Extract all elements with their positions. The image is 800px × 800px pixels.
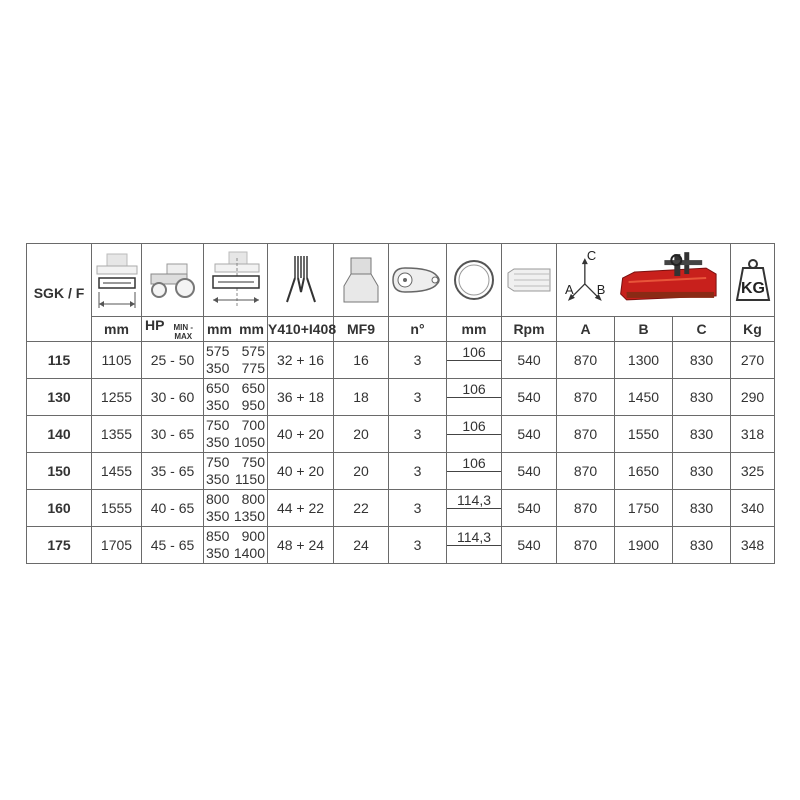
width-cell: 1705 — [92, 527, 142, 564]
belts-cell: 3 — [389, 342, 447, 379]
unit-mf: MF9 — [334, 317, 389, 342]
tractor-icon — [142, 244, 204, 317]
hp-cell: 35 - 65 — [142, 453, 204, 490]
belt-drive-icon — [389, 244, 447, 317]
size-value: 700 — [241, 417, 265, 433]
unit-hp-label: HP — [145, 317, 165, 333]
hp-cell: 40 - 65 — [142, 490, 204, 527]
weight-label: KG — [740, 280, 765, 297]
size-value: 1150 — [234, 471, 265, 487]
kg-cell: 318 — [731, 416, 775, 453]
rpm-cell: 540 — [502, 416, 557, 453]
unit-size-right: mm — [239, 321, 264, 337]
kg-cell: 340 — [731, 490, 775, 527]
working-width-icon — [92, 244, 142, 317]
table-row — [27, 379, 775, 416]
kg-cell: 348 — [731, 527, 775, 564]
pulley-ring-icon — [447, 244, 502, 317]
size-value: 650 — [206, 380, 230, 396]
kg-cell: 325 — [731, 453, 775, 490]
blades-cell: 32 + 16 — [268, 342, 334, 379]
size-value: 750 — [206, 454, 230, 470]
unit-b: B — [615, 317, 673, 342]
size-value: 350 — [206, 360, 230, 376]
unit-width: mm — [92, 317, 142, 342]
size-value: 575 — [241, 343, 265, 359]
unit-a: A — [557, 317, 615, 342]
model-cell: 115 — [27, 342, 92, 379]
mf-cell: 20 — [334, 453, 389, 490]
table-row — [27, 453, 775, 490]
mf-cell: 24 — [334, 527, 389, 564]
y-blade-icon — [268, 244, 334, 317]
model-cell: 160 — [27, 490, 92, 527]
size-value: 900 — [241, 528, 265, 544]
dim-b-label: B — [596, 281, 606, 297]
unit-belts: n° — [389, 317, 447, 342]
b-cell: 1750 — [615, 490, 673, 527]
weight-icon — [731, 244, 775, 317]
pulley-cell — [447, 416, 502, 453]
width-cell: 1455 — [92, 453, 142, 490]
belts-cell: 3 — [389, 453, 447, 490]
size-value: 950 — [241, 397, 265, 413]
model-cell: 175 — [27, 527, 92, 564]
size-cell — [204, 527, 268, 564]
c-cell: 830 — [673, 416, 731, 453]
size-value: 350 — [206, 471, 230, 487]
data-body — [27, 342, 775, 564]
pulley-cell — [447, 379, 502, 416]
a-cell: 870 — [557, 490, 615, 527]
model-cell: 140 — [27, 416, 92, 453]
pulley-cell — [447, 490, 502, 527]
b-cell: 1650 — [615, 453, 673, 490]
pulley-value: 114,3 — [447, 529, 501, 546]
size-cell — [204, 379, 268, 416]
b-cell: 1300 — [615, 342, 673, 379]
size-value: 350 — [206, 545, 230, 561]
rpm-cell: 540 — [502, 490, 557, 527]
blades-cell: 40 + 20 — [268, 453, 334, 490]
hp-cell: 30 - 65 — [142, 416, 204, 453]
table-row — [27, 490, 775, 527]
c-cell: 830 — [673, 453, 731, 490]
blades-cell: 48 + 24 — [268, 527, 334, 564]
size-value: 575 — [206, 343, 230, 359]
size-cell — [204, 490, 268, 527]
hp-cell: 25 - 50 — [142, 342, 204, 379]
a-cell: 870 — [557, 527, 615, 564]
size-value: 1400 — [233, 545, 265, 561]
unit-rpm: Rpm — [502, 317, 557, 342]
hp-cell: 30 - 60 — [142, 379, 204, 416]
pulley-cell — [447, 527, 502, 564]
blades-cell: 44 + 22 — [268, 490, 334, 527]
c-cell: 830 — [673, 379, 731, 416]
a-cell: 870 — [557, 379, 615, 416]
pto-shaft-icon — [502, 244, 557, 317]
size-value: 775 — [241, 360, 265, 376]
belts-cell: 3 — [389, 527, 447, 564]
hammer-icon — [334, 244, 389, 317]
dim-c-label: C — [586, 248, 597, 264]
size-value: 800 — [241, 491, 265, 507]
size-cell — [204, 342, 268, 379]
size-value: 850 — [206, 528, 230, 544]
size-value: 1050 — [233, 434, 265, 450]
hp-cell: 45 - 65 — [142, 527, 204, 564]
c-cell: 830 — [673, 527, 731, 564]
table-row — [27, 416, 775, 453]
size-value: 350 — [206, 508, 230, 524]
c-cell: 830 — [673, 342, 731, 379]
width-cell: 1105 — [92, 342, 142, 379]
size-cell — [204, 416, 268, 453]
size-value: 750 — [206, 417, 230, 433]
a-cell: 870 — [557, 453, 615, 490]
pulley-value: 106 — [447, 455, 501, 472]
model-cell: 130 — [27, 379, 92, 416]
rpm-cell: 540 — [502, 379, 557, 416]
pulley-value: 106 — [447, 418, 501, 435]
rpm-cell: 540 — [502, 527, 557, 564]
unit-hp — [142, 317, 204, 342]
a-cell: 870 — [557, 416, 615, 453]
mf-cell: 20 — [334, 416, 389, 453]
mulcher-machine-icon — [621, 252, 716, 300]
belts-cell: 3 — [389, 379, 447, 416]
width-cell: 1255 — [92, 379, 142, 416]
size-value: 1350 — [233, 508, 265, 524]
pulley-value: 106 — [447, 344, 501, 361]
c-cell: 830 — [673, 490, 731, 527]
model-cell: 150 — [27, 453, 92, 490]
mf-cell: 22 — [334, 490, 389, 527]
unit-pulley: mm — [447, 317, 502, 342]
pulley-cell — [447, 453, 502, 490]
pulley-value: 106 — [447, 381, 501, 398]
width-cell: 1355 — [92, 416, 142, 453]
dim-a-label: A — [564, 281, 574, 297]
table-row — [27, 342, 775, 379]
kg-cell: 270 — [731, 342, 775, 379]
width-cell: 1555 — [92, 490, 142, 527]
spec-table — [26, 243, 775, 564]
unit-blades: Y410+I408 — [268, 317, 334, 342]
unit-size — [204, 317, 268, 342]
unit-kg: Kg — [731, 317, 775, 342]
unit-hp-range: MIN - MAX — [173, 323, 193, 341]
icon-row — [27, 244, 775, 317]
rpm-cell: 540 — [502, 453, 557, 490]
pulley-value: 114,3 — [447, 492, 501, 509]
unit-c: C — [673, 317, 731, 342]
size-cell — [204, 453, 268, 490]
pulley-cell — [447, 342, 502, 379]
a-cell: 870 — [557, 342, 615, 379]
table-row — [27, 527, 775, 564]
blades-cell: 36 + 18 — [268, 379, 334, 416]
belts-cell: 3 — [389, 490, 447, 527]
size-value: 650 — [241, 380, 265, 396]
rpm-cell: 540 — [502, 342, 557, 379]
unit-size-left: mm — [207, 321, 232, 337]
size-value: 750 — [241, 454, 265, 470]
model-header: SGK / F — [27, 244, 92, 342]
belts-cell: 3 — [389, 416, 447, 453]
mf-cell: 18 — [334, 379, 389, 416]
blades-cell: 40 + 20 — [268, 416, 334, 453]
b-cell: 1550 — [615, 416, 673, 453]
kg-cell: 290 — [731, 379, 775, 416]
mf-cell: 16 — [334, 342, 389, 379]
offset-icon — [204, 244, 268, 317]
size-value: 350 — [206, 397, 230, 413]
size-value: 350 — [206, 434, 230, 450]
dimensions-header-cell — [557, 244, 731, 317]
b-cell: 1900 — [615, 527, 673, 564]
unit-row — [27, 317, 775, 342]
size-value: 800 — [206, 491, 230, 507]
b-cell: 1450 — [615, 379, 673, 416]
